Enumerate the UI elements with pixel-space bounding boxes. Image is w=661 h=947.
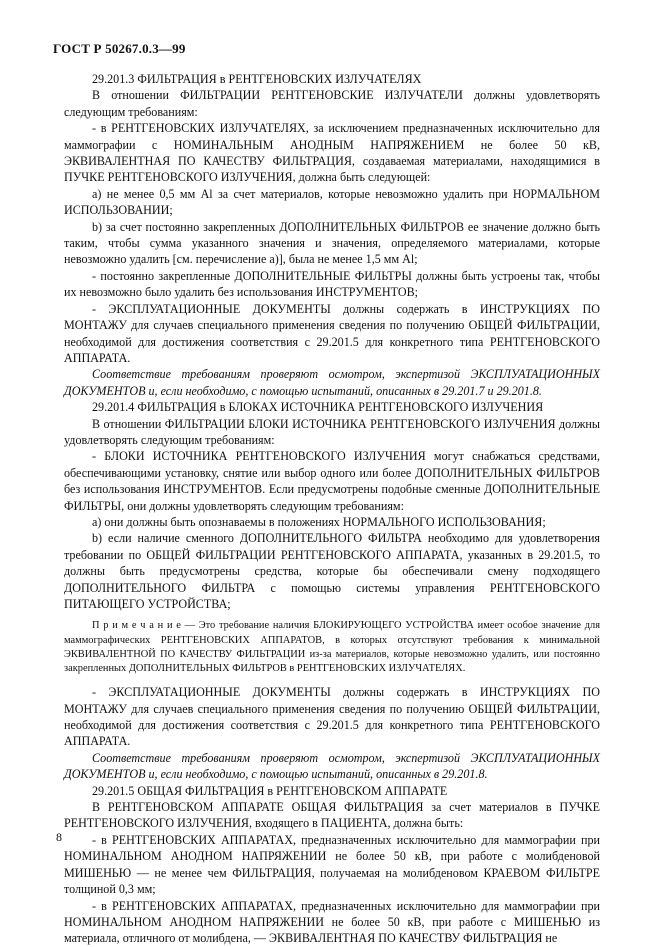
paragraph: В отношении ФИЛЬТРАЦИИ БЛОКИ ИСТОЧНИКА РЕНТГЕНОВСКОГО ИЗЛУЧЕНИЯ должны удовлетворять следующим требованиям: [64,416,600,447]
list-item: - ЭКСПЛУАТАЦИОННЫЕ ДОКУМЕНТЫ должны содержать в ИНСТРУКЦИЯХ ПО МОНТАЖУ для случаев специального применения сведения по получению ОБЩЕЙ ФИЛЬТРАЦИИ, необходимой для достижения соответствия с 29.201.5 для конкретного типа РЕНТГЕНОВСКОГО АППАРАТА. [64,301,600,365]
section-heading-29-201-4: 29.201.4 ФИЛЬТРАЦИЯ в БЛОКАХ ИСТОЧНИКА РЕНТГЕНОВСКОГО ИЗЛУЧЕНИЯ [92,400,544,415]
compliance-note: Соответствие требованиям проверяют осмотром, экспертизой ЭКСПЛУАТАЦИОННЫХ ДОКУМЕНТОВ и, если необходимо, с помощью испытаний, описанных в 29.201.7 и 29.201.8. [64,367,600,398]
list-item: а) они должны быть опознаваемы в положениях НОРМАЛЬНОГО ИСПОЛЬЗОВАНИЯ; [92,514,546,529]
list-item: - постоянно закрепленные ДОПОЛНИТЕЛЬНЫЕ ФИЛЬТРЫ должны быть устроены так, чтобы их невозможно было удалить без использования ИНСТРУМЕНТОВ; [64,268,600,300]
list-item: - БЛОКИ ИСТОЧНИКА РЕНТГЕНОВСКОГО ИЗЛУЧЕНИЯ могут снабжаться средствами, обеспечивающими установку, снятие или выбор одного или более ДОПОЛНИТЕЛЬНЫХ ФИЛЬТРОВ без использования ИНСТРУМЕНТОВ. Если предусмотрены подобные сменные ДОПОЛНИТЕЛЬНЫЕ ФИЛЬТРЫ, они должны удовлетворять следующим требованиям: [64,449,600,513]
list-item: b) за счет постоянно закрепленных ДОПОЛНИТЕЛЬНЫХ ФИЛЬТРОВ ее значение должно быть таким, чтобы сумма указанного значения и значения, определяемого материалами, которые невозможно удалить [см. перечисление а)], была не менее 1,5 мм Al; [64,219,600,267]
list-item: b) если наличие сменного ДОПОЛНИТЕЛЬНОГО ФИЛЬТРА необходимо для удовлетворения требовании по ОБЩЕЙ ФИЛЬТРАЦИИ РЕНТГЕНОВСКОГО АППАРАТА, указанных в 29.201.5, то должны быть предусмотрены средства, которые бы обеспечивали смену подходящего ДОПОЛНИТЕЛЬНОГО ФИЛЬТРА с помощью системы управления РЕНТГЕНОВСКОГО ПИТАЮЩЕГО УСТРОЙСТВА; [64,531,600,611]
list-item: - в РЕНТГЕНОВСКИХ ИЗЛУЧАТЕЛЯХ, за исключением предназначенных исключительно для маммографии с НОМИНАЛЬНЫМ АНОДНЫМ НАПРЯЖЕНИЕМ не более 50 кВ, ЭКВИВАЛЕНТНАЯ ПО КАЧЕСТВУ ФИЛЬТРАЦИЯ, создаваемая материалами, находящимися в ПУЧКЕ РЕНТГЕНОВСКОГО ИЗЛУЧЕНИЯ, должна быть следующей: [64,121,600,185]
list-item: а) не менее 0,5 мм Al за счет материалов, которые невозможно удалить при НОРМАЛЬНОМ ИСПОЛЬЗОВАНИИ; [64,186,600,218]
list-item: - ЭКСПЛУАТАЦИОННЫЕ ДОКУМЕНТЫ должны содержать в ИНСТРУКЦИЯХ ПО МОНТАЖУ для случаев специального применения сведения по получению ОБЩЕЙ ФИЛЬТРАЦИИ, необходимой для достижения соответствия с 29.201.5 для конкретного типа РЕНТГЕНОВСКОГО АППАРАТА. [64,685,600,749]
body-text [64,71,600,947]
page-number: 8 [56,830,62,844]
section-heading-29-201-3: 29.201.3 ФИЛЬТРАЦИЯ в РЕНТГЕНОВСКИХ ИЗЛУЧАТЕЛЯХ [92,72,422,86]
list-item: - в РЕНТГЕНОВСКИХ АППАРАТАХ, предназначенных исключительно для маммографии при НОМИНАЛЬНОМ АНОДНОМ НАПРЯЖЕНИИ не более 50 кВ, при работе с МИШЕНЬЮ из материала, отличного от молибдена, — ЭКВИВАЛЕНТНАЯ ПО КАЧЕСТВУ ФИЛЬТРАЦИЯ не [64,898,600,946]
document-id-header: ГОСТ Р 50267.0.3—99 [53,41,186,56]
paragraph: В отношении ФИЛЬТРАЦИИ РЕНТГЕНОВСКИЕ ИЗЛУЧАТЕЛИ должны удовлетворять следующим требованиям: [64,88,600,119]
list-item: - в РЕНТГЕНОВСКИХ АППАРАТАХ, предназначенных исключительно для маммографии при НОМИНАЛЬНОМ АНОДНОМ НАПРЯЖЕНИИ не более 50 кВ, при работе с молибденовой МИШЕНЬЮ — не менее чем ФИЛЬТРАЦИЯ, получаемая на молибденовом КРАЕВОМ ФИЛЬТРЕ толщиной 0,3 мм; [64,832,600,897]
note: П р и м е ч а н и е — Это требование наличия БЛОКИРУЮЩЕГО УСТРОЙСТВА имеет особое значение для маммографических РЕНТГЕНОВСКИХ АППАРАТОВ, в которых отсутствуют требования к минимальной ЭКВИВАЛЕНТНОЙ ПО КАЧЕСТВУ ФИЛЬТРАЦИИ из-за материалов, которые невозможно удалить, или постоянно закрепленных ДОПОЛНИТЕЛЬНЫХ ФИЛЬТРОВ в РЕНТГЕНОВСКИХ ИЗЛУЧАТЕЛЯХ. [64,620,600,675]
section-heading-29-201-5: 29.201.5 ОБЩАЯ ФИЛЬТРАЦИЯ в РЕНТГЕНОВСКОМ АППАРАТЕ [92,783,448,798]
paragraph: В РЕНТГЕНОВСКОМ АППАРАТЕ ОБЩАЯ ФИЛЬТРАЦИЯ за счет материалов в ПУЧКЕ РЕНТГЕНОВСКОГО ИЗЛУЧЕНИЯ, входящего в ПАЦИЕНТА, должна быть: [64,800,600,831]
compliance-note: Соответствие требованиям проверяют осмотром, экспертизой ЭКСПЛУАТАЦИОННЫХ ДОКУМЕНТОВ и, если необходимо, с помощью испытаний, описанных в 29.201.8. [64,750,600,782]
